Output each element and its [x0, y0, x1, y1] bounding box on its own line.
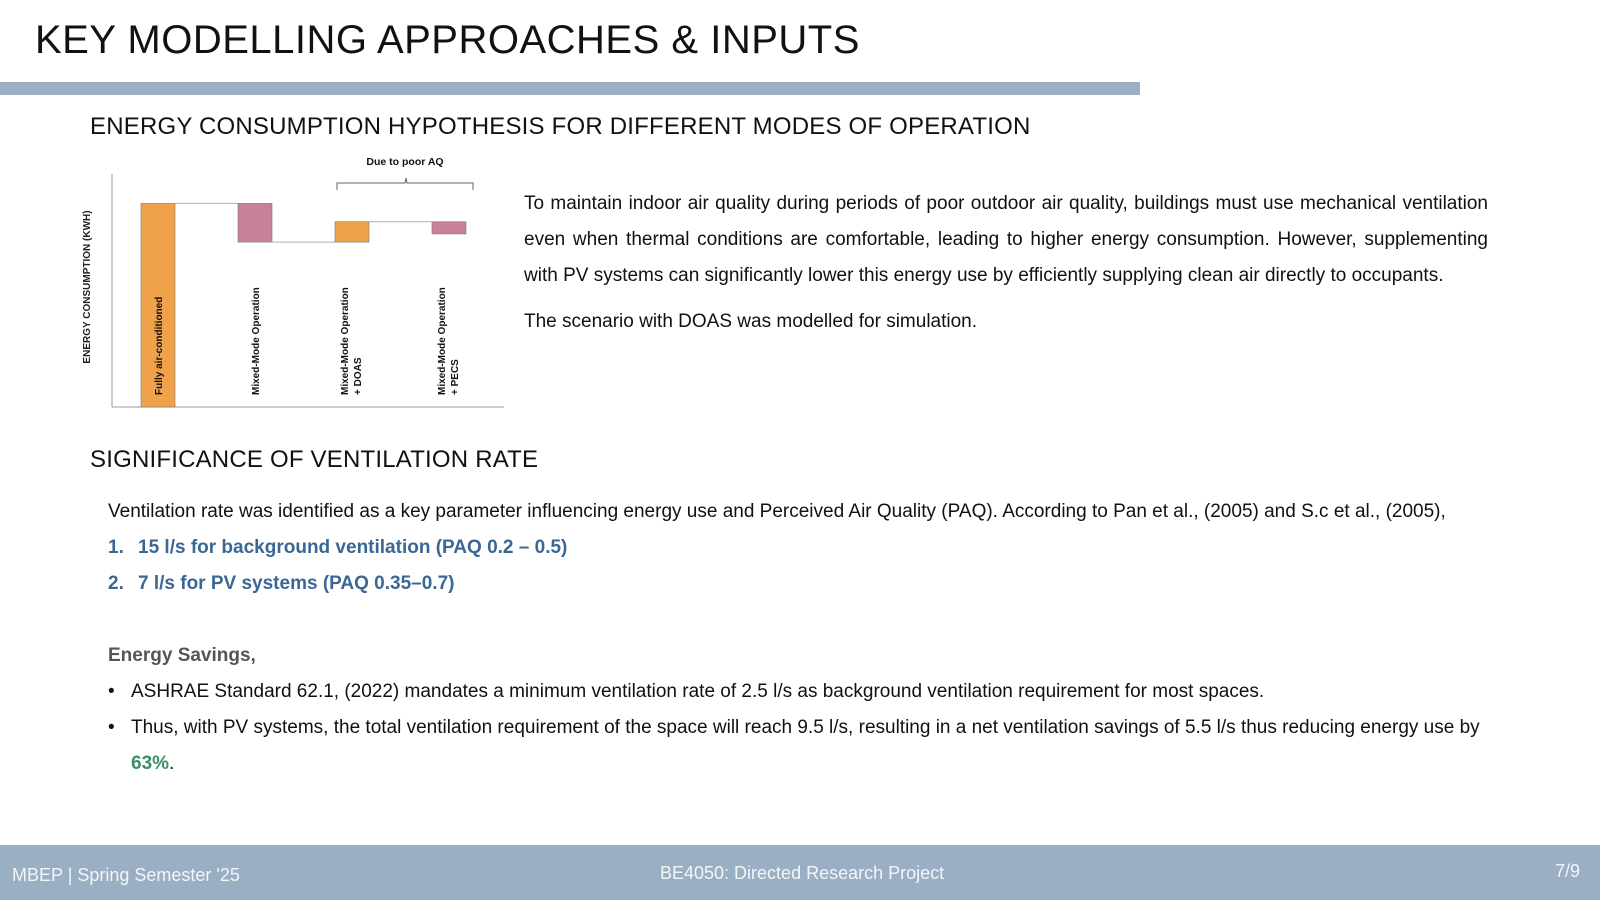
bullet-dot: • [108, 681, 115, 702]
annotation-brace [337, 178, 473, 190]
bullet-dot: • [108, 717, 115, 738]
rate-item-background [108, 530, 1508, 566]
rate-text: 15 l/s for background ventilation (PAQ 0.2 – 0.5) [138, 537, 568, 558]
ventilation-rates-list [108, 530, 1508, 602]
energy-hypothesis-chart [75, 152, 515, 432]
hypothesis-description [524, 186, 1488, 340]
category-label-3: Mixed-Mode Operation [340, 287, 351, 395]
section-heading-energy-hypothesis: ENERGY CONSUMPTION HYPOTHESIS FOR DIFFERENT MODES OF OPERATION [90, 113, 1031, 140]
bullet-text: ASHRAE Standard 62.1, (2022) mandates a minimum ventilation rate of 2.5 l/s as background ventilation requirement for most spaces. [131, 681, 1265, 702]
category-label-4: Mixed-Mode Operation [437, 287, 448, 395]
bullet-ashrae [108, 674, 1508, 710]
category-label-1: Fully air-conditioned [154, 296, 165, 395]
annotation-due-to-poor-aq: Due to poor AQ [366, 156, 444, 168]
title-underline [0, 82, 1140, 95]
footer-bar [0, 845, 1600, 900]
list-number: 1. [108, 537, 124, 558]
footer-program: MBEP | Spring Semester '25 [12, 865, 240, 885]
rate-text: 7 l/s for PV systems (PAQ 0.35–0.7) [138, 573, 455, 594]
bullet-pv-savings [108, 710, 1508, 782]
footer-course: BE4050: Directed Research Project [660, 863, 945, 883]
category-label-3-line2: + DOAS [353, 357, 364, 395]
page-title: KEY MODELLING APPROACHES & INPUTS [35, 18, 860, 62]
ventilation-section [108, 494, 1508, 782]
hypothesis-paragraph: To maintain indoor air quality during periods of poor outdoor air quality, buildings must use mechanical ventilation even when thermal conditions are comfortable, leading to higher energy consumption. However, supplementing with PV systems can significantly lower this energy use by efficiently supplying clean air directly to occupants. [524, 193, 1488, 286]
y-axis-label: ENERGY CONSUMPTION (KWH) [82, 210, 93, 364]
chart-svg [75, 152, 515, 432]
doas-note: The scenario with DOAS was modelled for simulation. [524, 311, 978, 332]
bar-4 [432, 222, 466, 234]
bar-2 [238, 203, 272, 242]
ventilation-intro: Ventilation rate was identified as a key parameter influencing energy use and Perceived Air Quality (PAQ). According to Pan et al., (2005) and S.c et al., (2005), [108, 501, 1446, 522]
energy-savings-heading: Energy Savings, [108, 645, 256, 666]
bar-3 [335, 222, 369, 242]
page-number: 7/9 [1554, 861, 1580, 881]
list-number: 2. [108, 573, 124, 594]
bullet-text: Thus, with PV systems, the total ventilation requirement of the space will reach 9.5 l/s, resulting in a net ventilation savings of 5.5 l/s thus reducing energy use by [131, 717, 1480, 738]
section-heading-ventilation-rate: SIGNIFICANCE OF VENTILATION RATE [90, 446, 539, 473]
category-label-2: Mixed-Mode Operation [251, 287, 262, 395]
bullet-tail: . [169, 753, 175, 774]
rate-item-pv [108, 566, 1508, 602]
category-label-4-line2: + PECS [450, 359, 461, 395]
savings-percentage: 63% [131, 753, 170, 774]
savings-bullets [108, 674, 1508, 782]
